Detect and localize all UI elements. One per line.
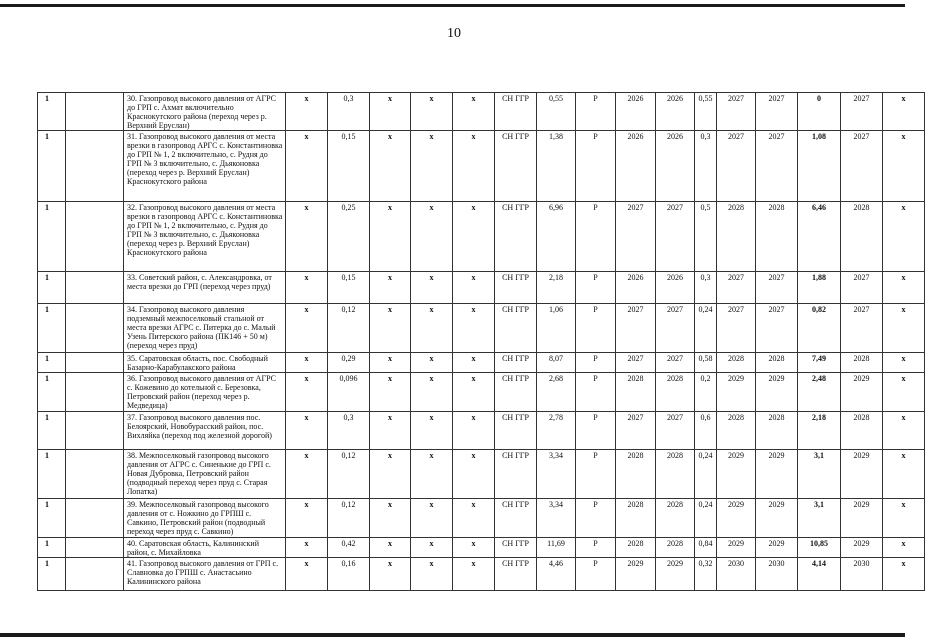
cell-value: 4,14 <box>798 557 841 590</box>
cell-year: 2027 <box>841 272 883 303</box>
cell-unit: СН ГГР <box>495 272 537 303</box>
cell-marker: х <box>370 303 411 352</box>
cell-marker: х <box>370 373 411 411</box>
cell-type: Р <box>576 303 616 352</box>
cell-year: 2030 <box>841 557 883 590</box>
cell-value: 0,82 <box>798 303 841 352</box>
cell-capacity: 0,12 <box>328 449 370 498</box>
cell-year-end: 2027 <box>756 272 798 303</box>
table-row <box>38 272 925 303</box>
cell-marker: х <box>286 93 328 131</box>
cell-value: 0,2 <box>695 373 717 411</box>
cell-length: 1,06 <box>537 303 576 352</box>
object-name: 37. Газопровод высокого давления пос. Белоярский, Новобурасский район, пос. Вихляйка (переход под железной дорогой) <box>124 411 286 449</box>
cell-marker: х <box>411 499 453 537</box>
cell-marker: х <box>411 272 453 303</box>
cell-marker: х <box>370 353 411 373</box>
cell-value: 0,24 <box>695 449 717 498</box>
cell-marker: х <box>453 272 495 303</box>
cell-year-end: 2027 <box>756 93 798 131</box>
cell-year-end: 2027 <box>756 303 798 352</box>
cell-year-end: 2029 <box>756 373 798 411</box>
cell-type: Р <box>576 537 616 557</box>
cell-year-start: 2027 <box>616 303 656 352</box>
cell-marker: х <box>411 353 453 373</box>
cell-year-end: 2029 <box>756 499 798 537</box>
cell-unit: СН ГГР <box>495 303 537 352</box>
cell-year-start: 2029 <box>717 449 756 498</box>
cell-value: 1,08 <box>798 131 841 202</box>
cell-marker: х <box>286 303 328 352</box>
cell-year-start: 2030 <box>717 557 756 590</box>
gas-pipeline-table <box>37 92 925 591</box>
cell-year-start: 2027 <box>717 93 756 131</box>
cell-year-end: 2027 <box>756 131 798 202</box>
object-name: 38. Межпоселковый газопровод высокого давления от АГРС с. Синенькие до ГРП с. Новая Дубровка, Петровский район (подводный переход через пруд с. Старая Лопатка) <box>124 449 286 498</box>
cell-type: Р <box>576 499 616 537</box>
cell-marker: х <box>286 353 328 373</box>
row-level: 1 <box>38 373 66 411</box>
row-level: 1 <box>38 303 66 352</box>
cell-unit: СН ГГР <box>495 449 537 498</box>
object-name: 41. Газопровод высокого давления от ГРП с. Славновка до ГРПШ с. Анастасьино Калининского района <box>124 557 286 590</box>
cell-unit: СН ГГР <box>495 373 537 411</box>
cell-year-end: 2027 <box>656 201 695 272</box>
row-blank-cell <box>66 537 124 557</box>
cell-year-start: 2028 <box>717 411 756 449</box>
cell-marker: х <box>370 499 411 537</box>
cell-year-end: 2028 <box>656 449 695 498</box>
cell-value: 2,48 <box>798 373 841 411</box>
cell-year-end: 2029 <box>756 537 798 557</box>
cell-type: Р <box>576 272 616 303</box>
cell-value: 0,24 <box>695 303 717 352</box>
cell-length: 4,46 <box>537 557 576 590</box>
cell-year-start: 2026 <box>616 131 656 202</box>
cell-marker: х <box>411 93 453 131</box>
cell-value: 3,1 <box>798 499 841 537</box>
object-name: 33. Советский район, с. Александровка, от места врезки до ГРП (переход через пруд) <box>124 272 286 303</box>
cell-marker: х <box>453 373 495 411</box>
cell-marker: х <box>411 537 453 557</box>
cell-type: Р <box>576 373 616 411</box>
cell-unit: СН ГГР <box>495 499 537 537</box>
cell-year-start: 2028 <box>717 201 756 272</box>
cell-year-end: 2028 <box>756 411 798 449</box>
cell-year-start: 2028 <box>616 537 656 557</box>
cell-marker: х <box>370 201 411 272</box>
cell-value: 0 <box>798 93 841 131</box>
cell-marker: х <box>453 131 495 202</box>
cell-year-start: 2026 <box>616 93 656 131</box>
cell-marker: х <box>883 201 925 272</box>
row-blank-cell <box>66 131 124 202</box>
cell-year-start: 2027 <box>616 353 656 373</box>
cell-marker: х <box>453 557 495 590</box>
cell-year-end: 2027 <box>656 411 695 449</box>
cell-type: Р <box>576 201 616 272</box>
cell-marker: х <box>370 272 411 303</box>
cell-capacity: 0,12 <box>328 499 370 537</box>
cell-year-start: 2027 <box>717 303 756 352</box>
cell-year-start: 2029 <box>717 537 756 557</box>
cell-year-end: 2028 <box>656 499 695 537</box>
cell-year: 2029 <box>841 373 883 411</box>
row-level: 1 <box>38 353 66 373</box>
cell-marker: х <box>453 93 495 131</box>
cell-marker: х <box>411 201 453 272</box>
cell-marker: х <box>883 373 925 411</box>
cell-year-start: 2027 <box>717 131 756 202</box>
object-name: 30. Газопровод высокого давления от АГРС до ГРП с. Ахмат включительно Краснокутского района (переход через р. Верхний Еруслан) <box>124 93 286 131</box>
row-level: 1 <box>38 449 66 498</box>
cell-marker: х <box>453 449 495 498</box>
cell-year-start: 2027 <box>616 411 656 449</box>
row-level: 1 <box>38 537 66 557</box>
cell-marker: х <box>883 131 925 202</box>
object-name: 32. Газопровод высокого давления от места врезки в газопровод АРГС с. Константиновка до ГРП № 1, 2 включительно, с. Рудня до ГРП № 3 включительно, с. Дьяконовка (переход через р. Верхний Еруслан) Краснокутского района <box>124 201 286 272</box>
cell-year-end: 2027 <box>656 353 695 373</box>
cell-year: 2027 <box>841 93 883 131</box>
row-level: 1 <box>38 499 66 537</box>
cell-capacity: 0,42 <box>328 537 370 557</box>
cell-year-start: 2029 <box>717 499 756 537</box>
cell-year-end: 2030 <box>756 557 798 590</box>
cell-marker: х <box>286 201 328 272</box>
cell-capacity: 0,3 <box>328 93 370 131</box>
cell-year: 2027 <box>841 131 883 202</box>
cell-value: 0,3 <box>695 272 717 303</box>
row-level: 1 <box>38 131 66 202</box>
cell-capacity: 0,16 <box>328 557 370 590</box>
cell-year-end: 2029 <box>756 449 798 498</box>
cell-year-end: 2026 <box>656 131 695 202</box>
cell-marker: х <box>883 303 925 352</box>
cell-capacity: 0,12 <box>328 303 370 352</box>
cell-marker: х <box>411 303 453 352</box>
cell-year-start: 2029 <box>717 373 756 411</box>
cell-length: 3,34 <box>537 449 576 498</box>
cell-year: 2029 <box>841 537 883 557</box>
cell-capacity: 0,15 <box>328 272 370 303</box>
cell-marker: х <box>411 373 453 411</box>
row-level: 1 <box>38 272 66 303</box>
row-blank-cell <box>66 303 124 352</box>
cell-marker: х <box>453 353 495 373</box>
cell-year: 2028 <box>841 411 883 449</box>
cell-value: 2,18 <box>798 411 841 449</box>
cell-marker: х <box>286 499 328 537</box>
cell-year-end: 2028 <box>656 537 695 557</box>
cell-year-start: 2026 <box>616 272 656 303</box>
row-level: 1 <box>38 93 66 131</box>
table-row <box>38 411 925 449</box>
table-row <box>38 93 925 131</box>
cell-year: 2029 <box>841 449 883 498</box>
cell-length: 0,55 <box>537 93 576 131</box>
cell-type: Р <box>576 93 616 131</box>
cell-unit: СН ГГР <box>495 353 537 373</box>
cell-year-end: 2029 <box>656 557 695 590</box>
cell-marker: х <box>883 557 925 590</box>
cell-marker: х <box>883 537 925 557</box>
cell-unit: СН ГГР <box>495 131 537 202</box>
cell-marker: х <box>411 557 453 590</box>
cell-value: 3,1 <box>798 449 841 498</box>
cell-marker: х <box>286 131 328 202</box>
cell-year-start: 2028 <box>616 499 656 537</box>
cell-marker: х <box>286 272 328 303</box>
object-name: 36. Газопровод высокого давления от АГРС с. Кожевино до котельной с. Березовка, Петровский район (переход через р. Медведица) <box>124 373 286 411</box>
row-level: 1 <box>38 201 66 272</box>
cell-marker: х <box>286 449 328 498</box>
cell-year-end: 2027 <box>656 303 695 352</box>
cell-year-start: 2027 <box>717 272 756 303</box>
cell-marker: х <box>286 411 328 449</box>
cell-type: Р <box>576 353 616 373</box>
cell-marker: х <box>883 93 925 131</box>
cell-marker: х <box>370 411 411 449</box>
cell-marker: х <box>883 449 925 498</box>
row-blank-cell <box>66 449 124 498</box>
object-name: 40. Саратовская область, Калининский район, с. Михайловка <box>124 537 286 557</box>
cell-year-start: 2028 <box>717 353 756 373</box>
row-level: 1 <box>38 411 66 449</box>
cell-marker: х <box>411 411 453 449</box>
row-blank-cell <box>66 373 124 411</box>
cell-value: 0,3 <box>695 131 717 202</box>
row-blank-cell <box>66 272 124 303</box>
cell-marker: х <box>883 499 925 537</box>
table-row <box>38 353 925 373</box>
cell-capacity: 0,29 <box>328 353 370 373</box>
cell-year-end: 2026 <box>656 272 695 303</box>
cell-marker: х <box>883 353 925 373</box>
row-blank-cell <box>66 557 124 590</box>
cell-marker: х <box>370 557 411 590</box>
cell-marker: х <box>286 373 328 411</box>
cell-type: Р <box>576 131 616 202</box>
cell-value: 7,49 <box>798 353 841 373</box>
cell-length: 2,18 <box>537 272 576 303</box>
table-row <box>38 557 925 590</box>
cell-marker: х <box>453 201 495 272</box>
cell-marker: х <box>411 449 453 498</box>
cell-marker: х <box>370 537 411 557</box>
cell-value: 0,5 <box>695 201 717 272</box>
cell-value: 10,85 <box>798 537 841 557</box>
bottom-border-rule <box>0 633 905 637</box>
row-blank-cell <box>66 499 124 537</box>
cell-year: 2029 <box>841 499 883 537</box>
cell-year-end: 2028 <box>756 201 798 272</box>
page-number: 10 <box>447 26 461 41</box>
cell-year: 2027 <box>841 303 883 352</box>
table-row <box>38 449 925 498</box>
cell-capacity: 0,096 <box>328 373 370 411</box>
cell-length: 11,69 <box>537 537 576 557</box>
cell-marker: х <box>453 303 495 352</box>
cell-length: 1,38 <box>537 131 576 202</box>
cell-marker: х <box>411 131 453 202</box>
cell-length: 8,07 <box>537 353 576 373</box>
cell-marker: х <box>370 131 411 202</box>
cell-marker: х <box>286 557 328 590</box>
cell-unit: СН ГГР <box>495 201 537 272</box>
cell-type: Р <box>576 449 616 498</box>
cell-unit: СН ГГР <box>495 411 537 449</box>
cell-year: 2028 <box>841 353 883 373</box>
top-border-rule <box>0 4 905 7</box>
row-blank-cell <box>66 93 124 131</box>
row-level: 1 <box>38 557 66 590</box>
cell-marker: х <box>883 272 925 303</box>
cell-value: 0,6 <box>695 411 717 449</box>
cell-value: 1,88 <box>798 272 841 303</box>
object-name: 39. Межпоселковый газопровод высокого давления от с. Ножкино до ГРПШ с. Савкино, Петровский район (подводный переход через пруд с. Савкино) <box>124 499 286 537</box>
cell-length: 2,78 <box>537 411 576 449</box>
row-blank-cell <box>66 411 124 449</box>
cell-capacity: 0,3 <box>328 411 370 449</box>
object-name: 31. Газопровод высокого давления от места врезки в газопровод АРГС с. Константиновка до ГРП № 1, 2 включительно, с. Рудня до ГРП № 3 включительно, с. Дьяконовка (переход через р. Верхний Еруслан) Краснокутского района <box>124 131 286 202</box>
cell-marker: х <box>370 93 411 131</box>
cell-year-start: 2029 <box>616 557 656 590</box>
cell-capacity: 0,15 <box>328 131 370 202</box>
table-row <box>38 499 925 537</box>
cell-value: 0,32 <box>695 557 717 590</box>
cell-year-end: 2028 <box>756 353 798 373</box>
cell-marker: х <box>453 411 495 449</box>
cell-year-end: 2028 <box>656 373 695 411</box>
cell-marker: х <box>286 537 328 557</box>
cell-year: 2028 <box>841 201 883 272</box>
cell-marker: х <box>453 537 495 557</box>
cell-value: 0,84 <box>695 537 717 557</box>
cell-type: Р <box>576 411 616 449</box>
cell-value: 6,46 <box>798 201 841 272</box>
cell-marker: х <box>883 411 925 449</box>
cell-length: 2,68 <box>537 373 576 411</box>
table-row <box>38 131 925 202</box>
cell-value: 0,55 <box>695 93 717 131</box>
cell-value: 0,58 <box>695 353 717 373</box>
cell-year-start: 2028 <box>616 373 656 411</box>
cell-year-start: 2027 <box>616 201 656 272</box>
row-blank-cell <box>66 201 124 272</box>
table-row <box>38 373 925 411</box>
object-name: 34. Газопровод высокого давления подземный межпоселковый стальной от места врезки АГРС с. Питерка до с. Малый Узень Питерского района (ПК146 + 50 м) (переход через пруд) <box>124 303 286 352</box>
cell-value: 0,24 <box>695 499 717 537</box>
cell-unit: СН ГГР <box>495 93 537 131</box>
cell-type: Р <box>576 557 616 590</box>
cell-marker: х <box>453 499 495 537</box>
row-blank-cell <box>66 353 124 373</box>
cell-length: 6,96 <box>537 201 576 272</box>
cell-capacity: 0,25 <box>328 201 370 272</box>
table-row <box>38 303 925 352</box>
cell-marker: х <box>370 449 411 498</box>
cell-length: 3,34 <box>537 499 576 537</box>
cell-unit: СН ГГР <box>495 537 537 557</box>
object-name: 35. Саратовская область, пос. Свободный Базарно-Карабулакского района <box>124 353 286 373</box>
cell-year-start: 2028 <box>616 449 656 498</box>
cell-year-end: 2026 <box>656 93 695 131</box>
cell-unit: СН ГГР <box>495 557 537 590</box>
table-row <box>38 201 925 272</box>
table-row <box>38 537 925 557</box>
